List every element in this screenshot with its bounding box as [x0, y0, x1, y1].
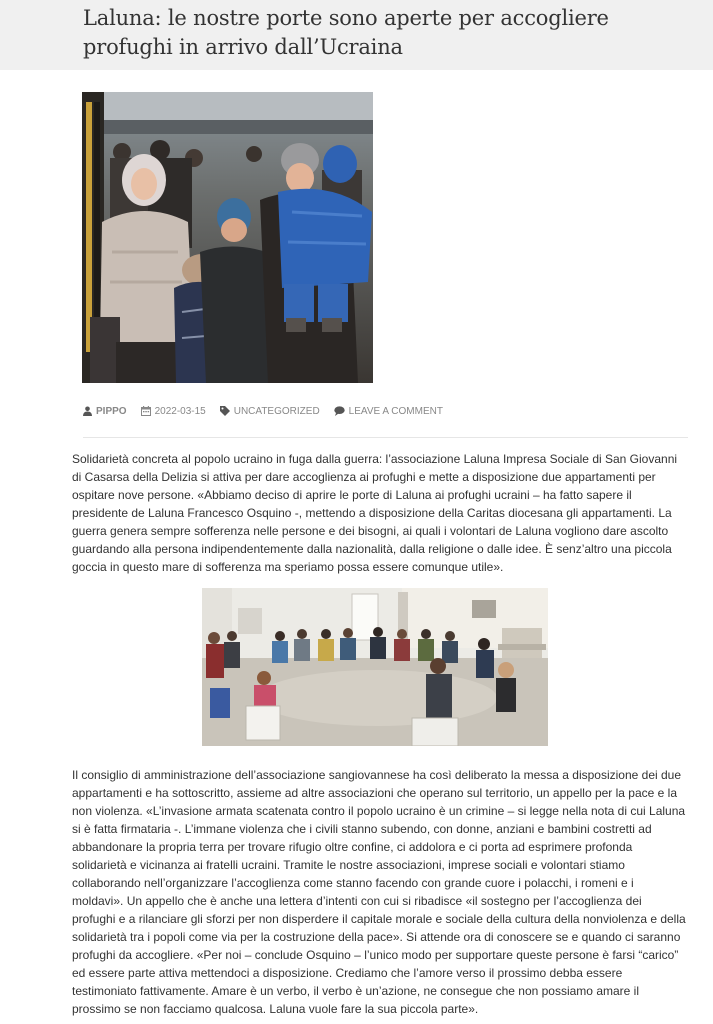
date-link[interactable]: 2022-03-15: [154, 405, 206, 417]
meta-divider: [83, 437, 688, 438]
post-date[interactable]: [141, 406, 206, 417]
comment-icon: [334, 406, 345, 416]
article-featured-image[interactable]: [82, 92, 373, 383]
article-paragraph-1: Solidarietà concreta al popolo ucraino in fuga dalla guerra: l’associazione Laluna Impresa Sociale di San Giovanni di Casarsa della Delizia si attiva per dare accoglienza ai profughi e mette a disposizione due appartamenti per ospitare nove persone. «Abbiamo deciso di aprire le porte di Laluna ai profughi ucraini – ha fatto sapere il presidente de Laluna Francesco Osquino -, mettendo a disposizione della Caritas diocesana gli appartamenti. La guerra genera sempre sofferenza nelle persone e dei bisogni, ai quali i volontari de Laluna vogliono dare ascolto guardando alla persona indipendentemente dalla nazionalità, dalla religione o dalle idee. È senz’altro una piccola goccia in questo mare di sofferenza ma speriamo possa essere comunque utile».: [72, 452, 678, 574]
post-meta: [83, 403, 457, 419]
user-icon: [83, 406, 92, 416]
author-link[interactable]: PIPPO: [96, 405, 127, 417]
category-link[interactable]: UNCATEGORIZED: [233, 405, 320, 417]
comments-link[interactable]: LEAVE A COMMENT: [348, 405, 443, 417]
post-category[interactable]: [220, 406, 320, 417]
post-comments[interactable]: [334, 406, 443, 417]
calendar-icon: [141, 406, 151, 416]
tag-icon: [220, 406, 230, 416]
title-header-band: [0, 0, 713, 70]
page-title: Laluna: le nostre porte sono aperte per accogliere profughi in arrivo dall’Ucraina: [83, 6, 609, 59]
article-paragraph-2: Il consiglio di amministrazione dell’associazione sangiovannese ha così deliberato la messa a disposizione dei due appartamenti e ha sottoscritto, assieme ad altre associazioni che operano sul territorio, un appello per la pace e la non violenza. «L’invasione armata scatenata contro il popolo ucraino è un crimine – si legge nella nota di cui Laluna si è fatta firmataria -. L’immane violenza che i civili stanno subendo, con donne, anziani e bambini costretti ad abbandonare la propria terra per trovare rifugio oltre confine, ci addolora e ci porta ad esprimere profonda solidarietà e vicinanza ai fratelli ucraini. Tramite le nostre associazioni, imprese sociali e volontari stiamo collaborando nell’organizzare l’accoglienza come stanno facendo con grande cuore i polacchi, i romeni e i moldavi». Un appello che è anche una lettera d’intenti con cui si ribadisce «il sostegno per l’accoglienza dei profughi e a rilanciare gli sforzi per non disperdere il capitale morale e sociale della cultura della nonviolenza e della solidarietà tra i popoli come via per la costruzione della pace». Si attende ora di conoscere se e quando ci saranno profughi da accogliere. «Per noi – conclude Osquino – l’unico modo per supportare queste persone è farsi “carico” ed essere parte attiva mettendoci a disposizione. Crediamo che l’amore verso il prossimo debba essere testimoniato fattivamente. Amare è un verbo, il verbo è un’azione, ne consegue che non possiamo amare il prossimo se non facciamo qualcosa. Laluna vuole fare la sua piccola parte».: [72, 768, 686, 1016]
article-inline-image[interactable]: [202, 588, 548, 746]
post-author[interactable]: [83, 406, 127, 417]
